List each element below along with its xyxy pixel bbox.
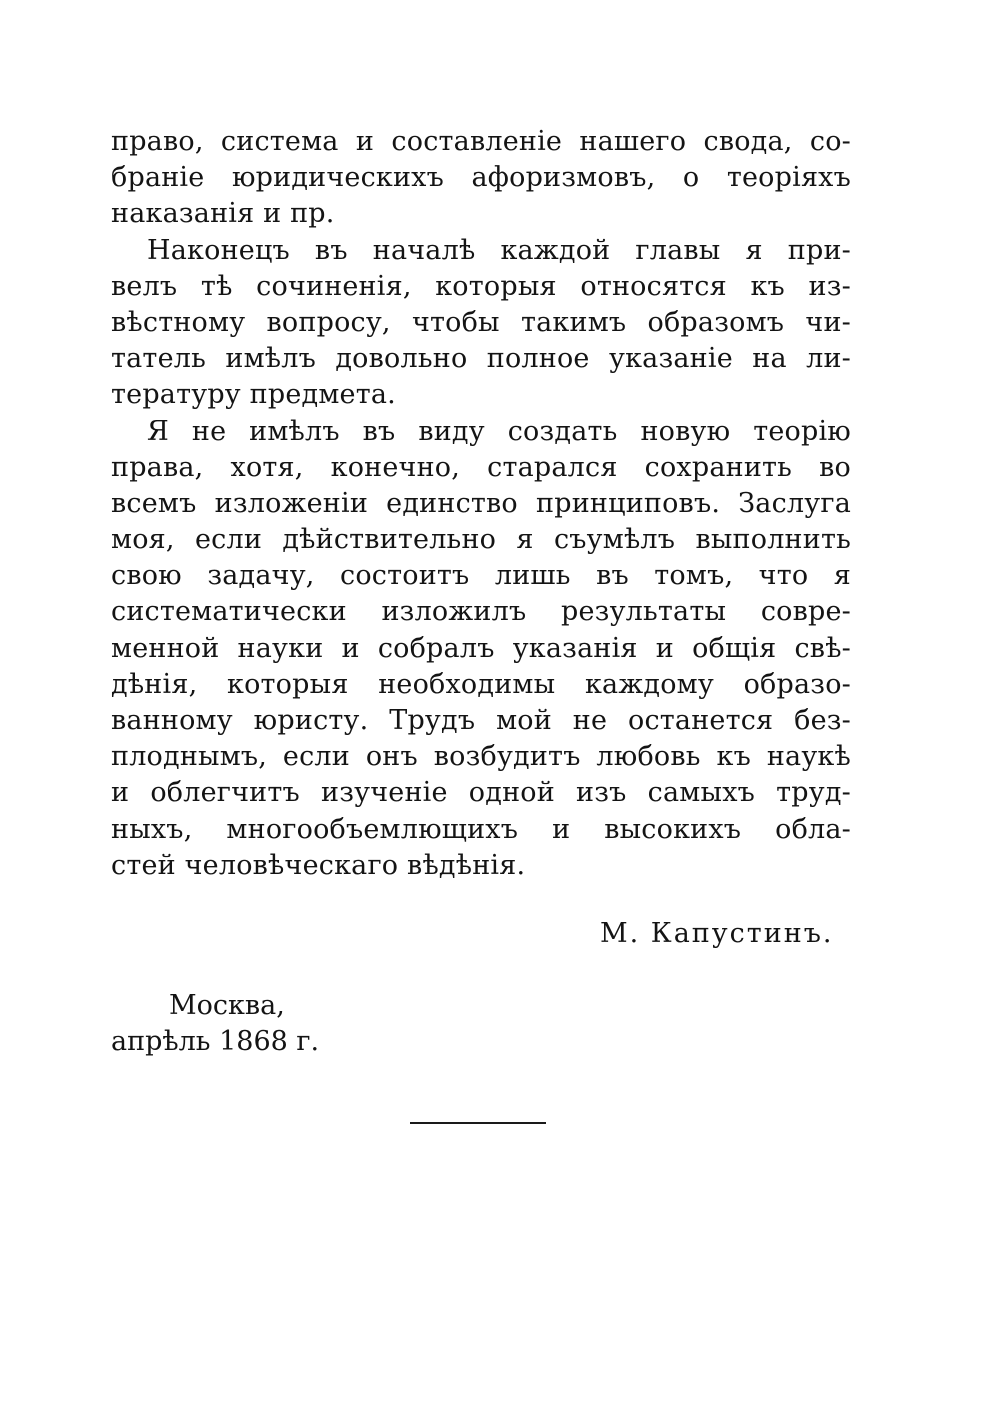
text-line: свою задачу, состоитъ лишь въ томъ, что я [111,560,851,592]
text-line: плоднымъ, если онъ возбудитъ любовь къ наукѣ [111,741,851,773]
city: Москва, [169,990,285,1021]
text-line: вѣстному вопросу, чтобы такимъ образомъ чи- [111,306,851,338]
text-line: ныхъ, многообъемлющихъ и высокихъ обла- [111,813,851,845]
paragraph [111,233,851,414]
text-line: право, система и составленіе нашего свода, со- [111,126,851,157]
text-line: наказанія и пр. [111,198,335,230]
text-line: браніе юридическихъ афоризмовъ, о теоріяхъ [111,162,851,194]
paragraph [111,124,851,233]
text-line: систематически изложилъ результаты совре- [111,596,851,628]
text-line: моя, если дѣйствительно я съумѣлъ выполнить [111,524,851,556]
text-line: Я не имѣлъ въ виду создать новую теорію [147,415,851,447]
closing-rule [410,1122,546,1124]
date: апрѣль 1868 г. [111,1026,320,1057]
text-line: дѣнія, которыя необходимы каждому образо- [111,668,851,700]
author-signature: М. Капустинъ. [600,918,834,949]
text-line: татель имѣлъ довольно полное указаніе на ли- [111,343,851,375]
text-line: ванному юристу. Трудъ мой не останется без- [111,705,851,736]
place-and-date [111,988,319,1060]
text-line: и облегчитъ изученіе одной изъ самыхъ труд- [111,777,851,809]
text-line: Наконецъ въ началѣ каждой главы я при- [147,234,851,266]
body-text [111,124,851,884]
text-line: права, хотя, конечно, старался сохранить во [111,451,851,483]
text-line: менной науки и собралъ указанія и общія свѣ- [111,632,851,664]
text-line: тературу предмета. [111,379,396,411]
text-line: велъ тѣ сочиненія, которыя относятся къ из- [111,270,851,302]
text-line: стей человѣческаго вѣдѣнія. [111,849,526,881]
paragraph [111,414,851,884]
text-line: всемъ изложеніи единство принциповъ. Заслуга [111,487,851,519]
